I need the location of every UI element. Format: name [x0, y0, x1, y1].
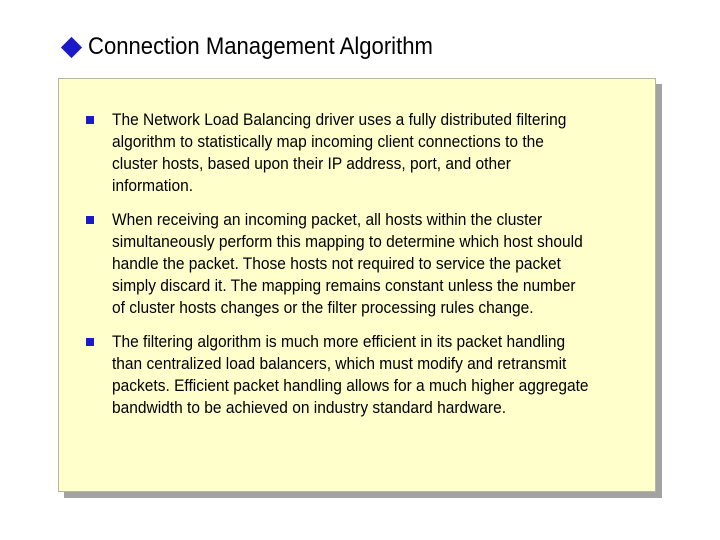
slide-title-row	[62, 30, 463, 64]
bullet-line: algorithm to statistically map incoming client connections to the	[112, 133, 544, 151]
bullet-line: handle the packet. Those hosts not required to service the packet	[112, 255, 561, 273]
bullet-line: When receiving an incoming packet, all hosts within the cluster	[112, 211, 543, 229]
bullet-line: packets. Efficient packet handling allows for a much higher aggregate	[112, 377, 589, 395]
bullet-text	[112, 109, 638, 197]
square-bullet-icon	[86, 338, 94, 346]
bullet-line: cluster hosts, based upon their IP address, port, and other	[112, 155, 511, 173]
diamond-bullet-icon	[61, 36, 82, 57]
bullet-line: The filtering algorithm is much more efficient in its packet handling	[112, 333, 566, 351]
bullet-text	[112, 331, 638, 419]
bullet-line: bandwidth to be achieved on industry standard hardware.	[112, 399, 507, 417]
square-bullet-icon	[86, 216, 94, 224]
bullet-text	[112, 209, 638, 319]
bullet-line: simply discard it. The mapping remains constant unless the number	[112, 277, 576, 295]
bullet-line: simultaneously perform this mapping to determine which host should	[112, 233, 583, 251]
square-bullet-icon	[86, 116, 94, 124]
bullet-line: information.	[112, 177, 194, 195]
bullet-line: than centralized load balancers, which must modify and retransmit	[112, 355, 567, 373]
slide-title: Connection Management Algorithm	[88, 33, 433, 60]
bullet-line: of cluster hosts changes or the filter processing rules change.	[112, 299, 534, 317]
bullet-line: The Network Load Balancing driver uses a fully distributed filtering	[112, 111, 567, 129]
